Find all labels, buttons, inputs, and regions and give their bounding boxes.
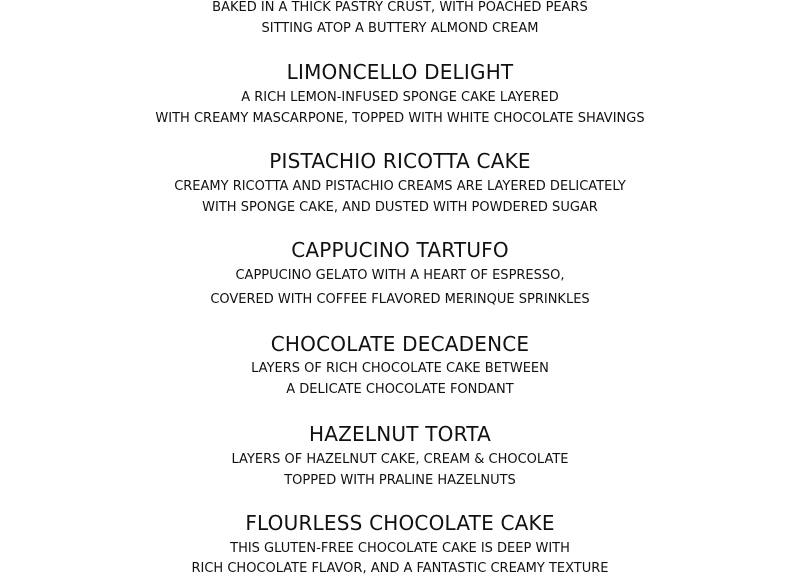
menu-item-description-line: A RICH LEMON-INFUSED SPONGE CAKE LAYERED [241,90,559,105]
intro-description-line: BAKED IN A THICK PASTRY CRUST, WITH POACHED PEARS [212,0,588,15]
menu-item-title: CAPPUCINO TARTUFO [291,238,509,262]
intro-description-line: SITTING ATOP A BUTTERY ALMOND CREAM [261,21,539,36]
menu-item-description-line: LAYERS OF RICH CHOCOLATE CAKE BETWEEN [251,361,549,376]
menu-item-title: CHOCOLATE DECADENCE [270,332,530,356]
menu-item-description-line: TOPPED WITH PRALINE HAZELNUTS [284,473,516,488]
menu-item-description-line: THIS GLUTEN-FREE CHOCOLATE CAKE IS DEEP WITH [230,541,570,556]
menu-item-title: LIMONCELLO DELIGHT [286,60,514,84]
menu-item-title: PISTACHIO RICOTTA CAKE [269,149,531,173]
menu-item-title: FLOURLESS CHOCOLATE CAKE [245,511,555,535]
menu-item-description-line: COVERED WITH COFFEE FLAVORED MERINQUE SPRINKLES [210,292,590,307]
menu-item-description-line: LAYERS OF HAZELNUT CAKE, CREAM & CHOCOLATE [231,452,569,467]
menu-item-description-line: CAPPUCINO GELATO WITH A HEART OF ESPRESSO, [235,268,565,283]
menu-item-description-line: CREAMY RICOTTA AND PISTACHIO CREAMS ARE LAYERED DELICATELY [174,179,626,194]
menu-item-description-line: WITH SPONGE CAKE, AND DUSTED WITH POWDERED SUGAR [202,200,598,215]
menu-item-title: HAZELNUT TORTA [309,422,491,446]
menu-item-description-line: WITH CREAMY MASCARPONE, TOPPED WITH WHITE CHOCOLATE SHAVINGS [155,111,645,126]
menu-item-description-line: A DELICATE CHOCOLATE FONDANT [286,382,514,397]
menu-item-description-line: RICH CHOCOLATE FLAVOR, AND A FANTASTIC CREAMY TEXTURE [191,561,609,576]
